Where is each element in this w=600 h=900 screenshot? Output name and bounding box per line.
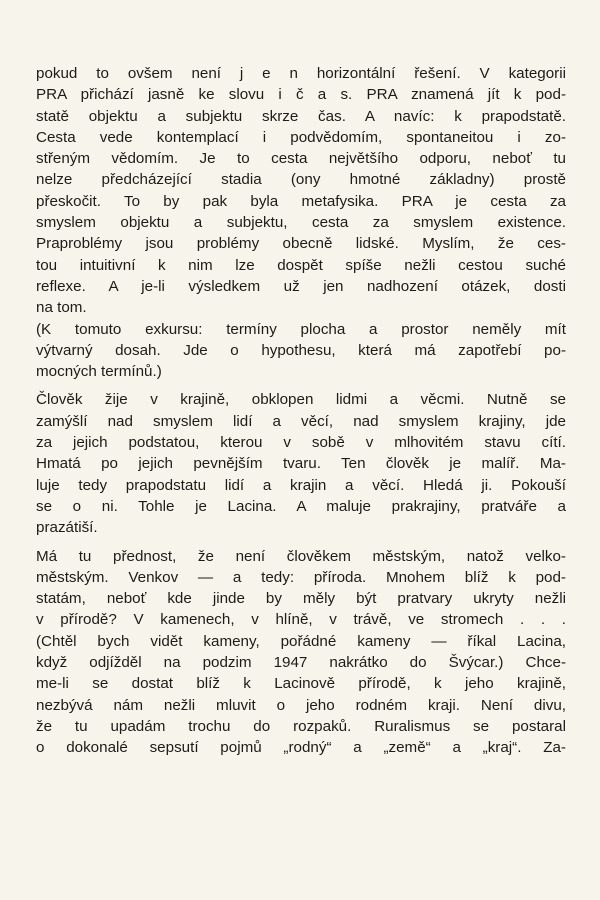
text-line: když odjížděl na podzim 1947 nakrátko do Švýcar.) Chce- <box>36 654 566 672</box>
text-line: se o ni. Tohle je Lacina. A maluje prakrajiny, pratváře a <box>36 497 566 515</box>
text-line: statě objektu a subjektu skrze čas. A navíc: k prapodstatě. <box>36 107 566 125</box>
text-line: na tom. <box>36 299 87 317</box>
text-line: Cesta vede kontemplací i podvědomím, spontaneitou i zo- <box>36 128 566 146</box>
text-line: střeným vědomím. Je to cesta největšího odporu, neboť tu <box>36 150 566 168</box>
text-line: za jejich podstatou, kterou v sobě v mlhovitém stavu cítí. <box>36 434 566 452</box>
text-line: me-li se dostat blíž k Lacinově přírodě, k jeho krajině, <box>36 675 566 693</box>
text-line: zamýšlí nad smyslem lidí a věcí, nad smyslem krajiny, jde <box>36 412 566 430</box>
paragraph-pra <box>36 63 566 319</box>
text-line: v přírodě? V kamenech, v hlíně, v trávě, ve stromech . . . <box>36 611 566 629</box>
text-line: nezbývá nám nežli mluvit o jeho rodném kraji. Není divu, <box>36 696 566 714</box>
text-line: nelze předcházející stadia (ony hmotné základny) prostě <box>36 171 566 189</box>
text-line: městským. Venkov — a tedy: příroda. Mnohem blíž k pod- <box>36 568 566 586</box>
text-line: Má tu přednost, že není člověkem městským, natož velko- <box>36 547 566 565</box>
text-line: Praproblémy jsou problémy obecně lidské. Myslím, že ces- <box>36 235 566 253</box>
text-line: prazátiší. <box>36 519 98 537</box>
text-line: Hmatá po jejich pevnějším tvaru. Ten člověk je malíř. Ma- <box>36 455 566 473</box>
text-line: statám, neboť kde jinde by měly být pratvary ukryty nežli <box>36 590 566 608</box>
text-line: mocných termínů.) <box>36 363 162 381</box>
text-line: (K tomuto exkursu: termíny plocha a prostor neměly mít <box>36 320 566 338</box>
text-line: o dokonalé sepsutí pojmů „rodný“ a „země“ a „kraj“. Za- <box>36 739 566 757</box>
body-text <box>36 63 566 759</box>
text-line: pokud to ovšem není j e n horizontální řešení. V kategorii <box>36 65 566 82</box>
paragraph-painter <box>36 389 566 538</box>
text-line: přeskočit. To by pak byla metafysika. PRA je cesta za <box>36 192 566 210</box>
text-line: smyslem objektu a subjektu, cesta za smyslem existence. <box>36 214 566 232</box>
text-line: tou intuitivní k nim lze dospět spíše nežli cestou suché <box>36 256 566 274</box>
text-line: Člověk žije v krajině, obklopen lidmi a věcmi. Nutně se <box>36 391 566 409</box>
text-line: reflexe. A je-li výsledkem už jen nadhození otázek, dosti <box>36 277 566 295</box>
text-line: výtvarný dosah. Jde o hypothesu, která má zapotřebí po- <box>36 341 566 359</box>
text-line: (Chtěl bych vidět kameny, pořádné kameny — říkal Lacina, <box>36 632 566 650</box>
text-line: luje tedy prapodstatu lidí a krajin a věcí. Hledá ji. Pokouší <box>36 476 566 494</box>
text-line: že tu upadám trochu do rozpaků. Ruralismus se postaral <box>36 717 566 735</box>
paragraph-excursus-note <box>36 319 566 383</box>
paragraph-countryside <box>36 546 566 759</box>
text-line: PRA přichází jasně ke slovu i č a s. PRA znamená jít k pod- <box>36 86 566 104</box>
